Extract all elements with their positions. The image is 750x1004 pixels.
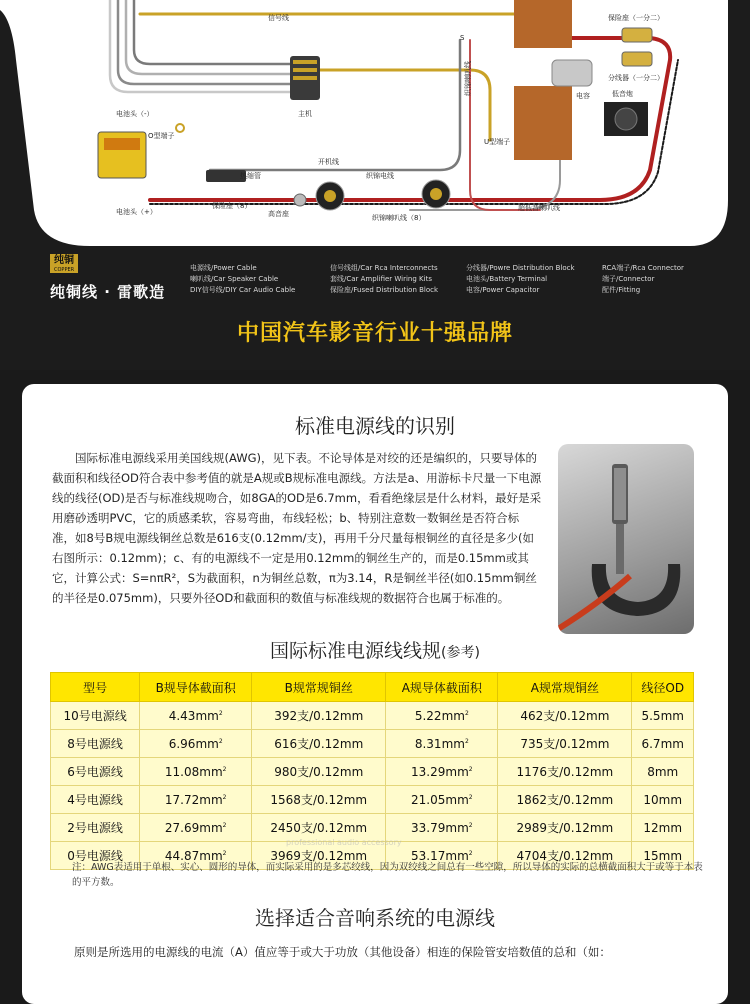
logo-subtext: COPPER [54,267,75,273]
label-woven-line: 织锦电线 [366,172,394,180]
legend-item: 喇叭线/Car Speaker Cable [190,275,279,283]
table-note: 注：AWG表适用于单根、实心、圆形的导体，而实际采用的是多芯绞线，因为双绞线之间总有一些空隙，所以导体的实际的总横截面积大于或等于本表的平方数。 [72,862,703,888]
capacitor-body [552,60,592,86]
top-banner [0,0,750,370]
section-title-identification: 标准电源线的识别 [295,414,455,438]
legend-col-3 [466,263,576,294]
label-signal-line: 信号线 [268,14,289,22]
cell-a-strands: 1862支/0.12mm [498,786,632,814]
label-fuse-box: 保险座（8） [212,202,252,210]
amplifier-top [514,0,572,48]
micrometer-illustration [558,444,694,634]
cell-model: 4号电源线 [51,786,140,814]
label-host: 主机 [298,110,312,118]
awg-title-text: 国际标准电源线线规 [270,640,442,662]
label-battery-pos: 电池头（+） [116,208,157,216]
awg-title-suffix: (参考) [441,645,480,661]
legend-item: 电容/Power Capacitor [466,286,540,294]
cell-a-strands: 462支/0.12mm [498,702,632,730]
legend-item: 配件/Fitting [602,286,641,294]
label-subwoofer-line: 超低音喇叭线 [518,204,560,212]
table-row [51,730,694,758]
cell-b-strands: 1568支/0.12mm [252,786,386,814]
cell-od: 15mm [632,842,694,870]
legend-col-2 [330,263,439,294]
cell-a-strands: 735支/0.12mm [498,730,632,758]
selection-paragraph: 原则是所选用的电源线的电流（A）值应等于或大于功放（其他设备）相连的保险管安培数值的总和（如： [74,945,611,959]
cell-b-area: $27.69mm^2$ [140,814,252,842]
cell-a-strands: 1176支/0.12mm [498,758,632,786]
cell-b-area: $6.96mm^2$ [140,730,252,758]
legend-item: 套线/Car Amplifier Wiring Kits [330,275,432,283]
header-a-strands: A规常规铜丝 [498,673,632,702]
label-subwoofer: 低音炮 [612,90,633,98]
brand-series: 纯铜线 · 雷歌造 [50,283,166,301]
cell-a-area: $13.29mm^2$ [386,758,498,786]
amplifier-bottom [514,86,572,160]
cell-a-area: $53.17mm^2$ [386,842,498,870]
legend-item: RCA端子/Rca Connector [602,264,684,272]
header-b-area: B规导体截面积 [140,673,252,702]
cell-a-area: $8.31mm^2$ [386,730,498,758]
label-o-terminal: O型端子 [148,132,175,140]
legend-item: 电源线/Power Cable [190,264,257,272]
table-row [51,786,694,814]
label-capacitor: 电容 [576,92,590,100]
product-legend [0,262,750,302]
cell-b-strands: 2450支/0.12mm [252,814,386,842]
header-model: 型号 [51,673,140,702]
cell-model: 6号电源线 [51,758,140,786]
fuse-holder-top [622,28,652,42]
label-speaker-line-bottom: 织锦喇叭线（8） [372,214,426,222]
cell-model: 8号电源线 [51,730,140,758]
label-power-on: 开机线 [318,158,339,166]
table-row [51,758,694,786]
cell-b-strands: 3969支/0.12mm [252,842,386,870]
cell-od: 10mm [632,786,694,814]
wiring-diagram [0,0,750,250]
cell-b-strands: 392支/0.12mm [252,702,386,730]
legend-item: 分线器/Powre Distribution Block [466,264,575,272]
legend-item: 信号线组/Car Rca Interconnects [330,264,438,272]
legend-item: 端子/Connector [602,275,655,283]
label-s-mark: S [460,34,465,42]
table-header-row [51,673,694,702]
label-u-terminal: U型端子 [484,138,511,146]
cell-od: 12mm [632,814,694,842]
cell-model: 0号电源线 [51,842,140,870]
cell-a-area: $33.79mm^2$ [386,814,498,842]
label-battery-neg: 电池头（-） [116,110,154,118]
cell-a-area: $5.22mm^2$ [386,702,498,730]
cell-b-area: $4.43mm^2$ [140,702,252,730]
micrometer-photo [558,444,694,634]
label-speaker-line-vertical: 织锦喇叭线 [464,61,472,96]
label-distribution-block: 分线器（一分二） [608,74,664,82]
slogan: 中国汽车影音行业十强品牌 [236,321,513,346]
header-od: 线径OD [632,673,694,702]
distribution-block [622,52,652,66]
label-heat-shrink: 热缩管 [240,172,261,180]
header-b-strands: B规常规铜丝 [252,673,386,702]
identification-paragraph: 国际标准电源线采用美国线规(AWG)，见下表。不论导体是对绞的还是编织的，只要导体的截面积和线径OD符合表中参考值的就是A规或B规标准电源线。方法是a、用游标卡尺量一下电源线的线径(OD)是否与标准线规吻合，如8GA的OD是6.7mm，看看绝缘层是什么材料，最好是采用磨砂透明PVC，它的质感柔软，容易弯曲，布线轻松；b、特别注意数一数铜丝是否符合标准，如8号B规电源线铜丝总数是616支(0.12mm/支)，再用千分尺量每根铜丝的直径是多少(如右图所示：0.12mm)；c、有的电源线不一定是用0.12mm的铜丝生产的，而是0.15mm或其它，计算公式：S=nπR²，S为截面积，n为铜丝总数，π为3.14，R是铜丝半径(如0.15mm铜丝的半径是0.075mm)，只要外径OD和截面积的数值与标准线规的数据符合也属于标准的。 [52,451,542,605]
cell-b-area: $11.08mm^2$ [140,758,252,786]
legend-item: 保险座/Fused Distribution Block [330,286,439,294]
cell-model: 10号电源线 [51,702,140,730]
cell-b-area: $17.72mm^2$ [140,786,252,814]
cell-a-area: $21.05mm^2$ [386,786,498,814]
cell-model: 2号电源线 [51,814,140,842]
legend-item: DIY信号线/DIY Car Audio Cable [190,286,296,294]
logo-text: 纯铜 [54,255,74,266]
cell-b-strands: 980支/0.12mm [252,758,386,786]
label-fuse-top: 保险座（一分二） [608,14,664,22]
cell-od: 8mm [632,758,694,786]
cell-a-strands: 4704支/0.12mm [498,842,632,870]
legend-item: 电池头/Battery Terminal [466,275,548,283]
legend-col-4 [602,263,684,294]
cell-od: 5.5mm [632,702,694,730]
cell-b-area: $44.87mm^2$ [140,842,252,870]
table-row [51,702,694,730]
content-card [22,384,728,1004]
header-a-area: A规导体截面积 [386,673,498,702]
cell-a-strands: 2989支/0.12mm [498,814,632,842]
watermark: professional audio accessory [286,838,402,847]
tweeter-cup [294,194,306,206]
section-title-awg-table [22,636,728,663]
section-title-selection: 选择适合音响系统的电源线 [255,906,495,930]
cell-b-strands: 616支/0.12mm [252,730,386,758]
label-tweeter: 高音座 [268,210,289,218]
cell-od: 6.7mm [632,730,694,758]
legend-col-1 [190,263,295,294]
